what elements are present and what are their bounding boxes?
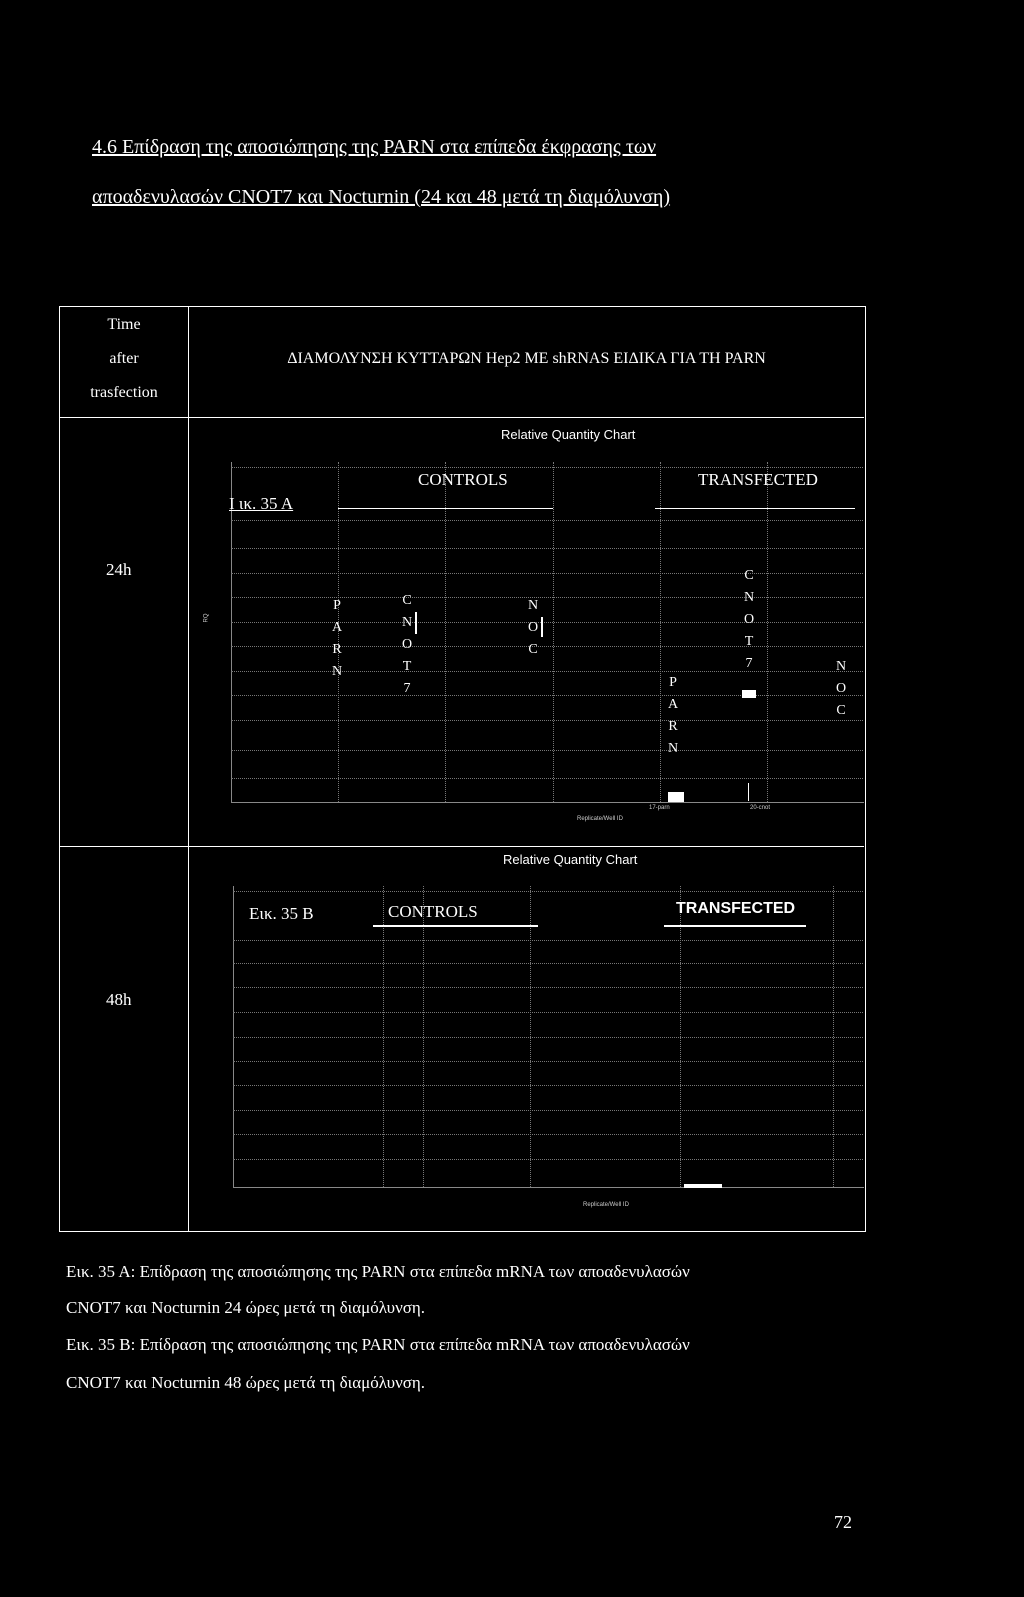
letter: N (527, 598, 539, 613)
error-bar-cap (742, 690, 756, 698)
letter: P (333, 598, 341, 613)
page-number: 72 (834, 1512, 852, 1532)
letter: N (667, 741, 679, 756)
time-header-line: trasfection (90, 384, 158, 401)
letter: O (835, 681, 847, 696)
letter: N (835, 659, 847, 674)
letter: O (743, 612, 755, 627)
caption-35a-line2: CNOT7 και Nocturnin 24 ώρες μετά τη διαμόλυνση. (66, 1298, 426, 1317)
column-cnot7-transfected (740, 565, 758, 675)
x-axis-label: Replicate/Well ID (577, 816, 623, 822)
time-header-line: Time (107, 316, 141, 333)
letter: 7 (403, 681, 411, 696)
letter: N (743, 590, 755, 605)
transfection-header: ΔΙΑΜΟΛΥΝΣΗ ΚΥΤΤΑΡΩΝ Hep2 ΜΕ shRNAS ΕΙΔΙΚΑ ΓΙΑ ΤΗ PARN (287, 350, 766, 367)
letter: 7 (745, 656, 753, 671)
time-48h: 48h (106, 990, 132, 1009)
column-noc-transfected (832, 656, 850, 722)
letter: A (667, 697, 679, 712)
column-noc-control (524, 595, 542, 661)
chart-title: Relative Quantity Chart (503, 852, 638, 867)
time-24h: 24h (106, 560, 132, 579)
letter: R (332, 642, 342, 657)
figure-label-35b: Εικ. 35 Β (249, 904, 314, 923)
bar-stub (684, 1184, 722, 1188)
x-tick-cnot: 20-cnot (750, 805, 771, 811)
letter: T (402, 659, 412, 674)
y-axis-fragment: RQ (203, 613, 210, 623)
column-parn-transfected (664, 672, 682, 760)
transfected-label: TRANSFECTED (676, 900, 796, 917)
letter: O (527, 620, 539, 635)
time-header (60, 308, 188, 410)
column-cnot7-control (398, 590, 416, 700)
letter: R (668, 719, 678, 734)
letter: N (331, 664, 343, 679)
error-bar (415, 612, 417, 634)
time-header-line: after (109, 350, 139, 367)
section-heading-line2: αποαδενυλασών CNOT7 και Nocturnin (24 και 48 μετά τη διαμόλυνση) (92, 186, 671, 208)
letter: C (528, 642, 538, 657)
bar-stub (668, 792, 684, 802)
section-heading-line1: 4.6 Επίδραση της αποσιώπησης της PARN στα επίπεδα έκφρασης των (92, 136, 657, 158)
figure-label-35a: Ι ικ. 35 Α (229, 494, 294, 513)
caption-35b-line2: CNOT7 και Nocturnin 48 ώρες μετά τη διαμόλυνση. (66, 1373, 426, 1392)
x-axis-label: Replicate/Well ID (583, 1202, 629, 1208)
letter: O (401, 637, 413, 652)
transfected-label: TRANSFECTED (698, 470, 818, 489)
caption-35a-line1: Εικ. 35 Α: Επίδραση της αποσιώπησης της PARN στα επίπεδα mRNA των αποαδενυλασών (66, 1262, 690, 1281)
controls-label: CONTROLS (388, 902, 478, 921)
caption-35b-line1: Εικ. 35 Β: Επίδραση της αποσιώπησης της PARN στα επίπεδα mRNA των αποαδενυλασών (66, 1335, 690, 1354)
letter: C (836, 703, 846, 718)
column-parn-control (328, 595, 346, 683)
letter: T (744, 634, 754, 649)
error-bar (748, 783, 749, 801)
x-tick-parn: 17-parn (649, 805, 670, 811)
letter: A (331, 620, 343, 635)
letter: C (402, 593, 412, 608)
letter: P (669, 675, 677, 690)
chart-title: Relative Quantity Chart (501, 427, 636, 442)
letter: C (744, 568, 754, 583)
controls-label: CONTROLS (418, 470, 508, 489)
letter: N (401, 615, 413, 630)
error-bar (541, 617, 543, 637)
